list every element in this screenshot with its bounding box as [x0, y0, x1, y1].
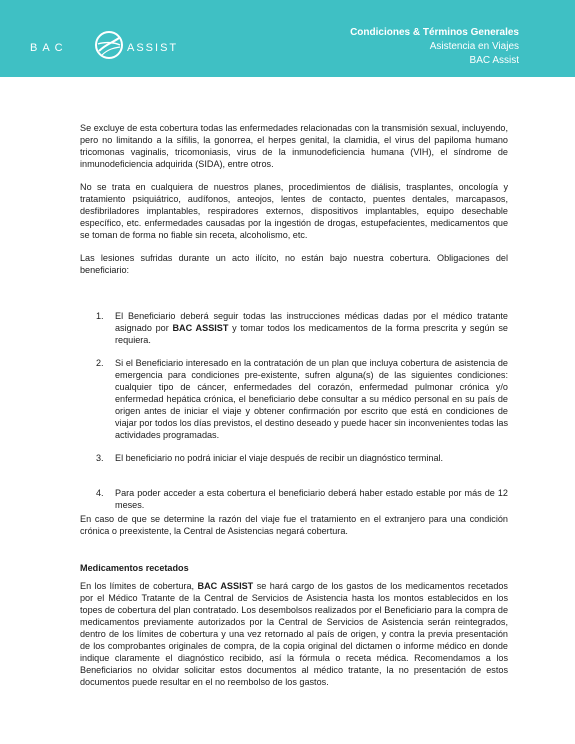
logo-text-bac: BAC [30, 42, 68, 54]
obligations-list [80, 310, 508, 511]
page-header [0, 0, 575, 77]
list-item: 4. Para poder acceder a esta cobertura el beneficiario deberá haber estado estable por más de 12 meses. [96, 488, 508, 510]
paragraph-exclusions-procedures: No se trata en cualquiera de nuestros planes, procedimientos de diálisis, trasplantes, oncología y tratamiento psiquiátrico, audífonos, anteojos, lentes de contacto, puentes dentales, marcapasos, desfibriladores implantables, respiradores externos, dispositivos implantables, equipo desechable específico, etc. enfermedades causadas por la ingestión de drogas, estupefacientes, medicamentos que se toman de forma no fiable sin receta, alcoholismo, etc. [80, 182, 508, 240]
section-heading-medicamentos: Medicamentos recetados [80, 563, 189, 573]
header-title: Condiciones & Términos Generales [350, 27, 519, 38]
list-item: 1. El Beneficiario deberá seguir todas las instrucciones médicas dadas por el médico tratante asignado por BAC ASSIST y tomar todos los medicamentos de la forma prescrita y según se requiera. [96, 311, 508, 345]
document-body [80, 122, 508, 688]
logo-text-assist: ASSIST [127, 42, 179, 54]
header-subtitle: Asistencia en Viajes [429, 41, 519, 52]
list-item: 2. Si el Beneficiario interesado en la contratación de un plan que incluya cobertura de asistencia de emergencia para condiciones pre-existente, sufren alguna(s) de las siguientes condiciones: cualquier tipo de cáncer, enfermedades del corazón, enfermedad pulmonar crónica y/o enfermedad hepática crónica, el beneficiario debe consultar a su médico personal en su país de origen antes de iniciar el viaje y obtener confirmación por escrito que está en condiciones de viajar por todos los días previstos, el destino deseado y puede hacer sin inconvenientes todas las actividades programadas. [96, 358, 508, 440]
header-brand: BAC Assist [469, 55, 519, 66]
paragraph-exclusions-sexual: Se excluye de esta cobertura todas las enfermedades relacionadas con la transmisión sexual, incluyendo, pero no limitando a la sífilis, la gonorrea, el herpes genital, la clamidia, el virus del papiloma humano tricomonas vaginalis, tricomoniasis, virus de la inmunodeficiencia humana (VIH), el síndrome de inmunodeficiencia adquirida (SIDA), entre otros. [80, 123, 508, 169]
list-item: 3. El beneficiario no podrá iniciar el viaje después de recibir un diagnóstico terminal. [96, 453, 444, 463]
paragraph-illicit-acts: Las lesiones sufridas durante un acto ilícito, no están bajo nuestra cobertura. Obligaciones del beneficiario: [80, 253, 508, 275]
paragraph-medicamentos: En los límites de cobertura, BAC ASSIST se hará cargo de los gastos de los medicamentos recetados por el Médico Tratante de la Central de Servicios de Asistencia hasta los montos establecidos en los topes de cobertura del plan contratado. Los desembolsos realizados por el Beneficiario para la compra de medicamentos previamente autorizados por la Central de Servicios de Asistencia serán reintegrados, dentro de los límites de cobertura y una vez retornado al país de origen, y contra la previa presentación de los comprobantes originales de compra, de la copia original del dictamen o informe médico en donde indique claramente el diagnóstico recibido, así la fórmula o receta médica. Recomendamos a los Beneficiarios no olvidar solicitar estos documentos al médico tratante, la no presentación de estos documentos puede resultar en el no reembolso de los gastos. [80, 581, 508, 687]
globe-icon [94, 30, 124, 60]
bac-assist-logo [30, 28, 190, 62]
paragraph-chronic-condition: En caso de que se determine la razón del viaje fue el tratamiento en el extranjero para una condición crónica o preexistente, la Central de Asistencias negará cobertura. [80, 514, 508, 536]
header-titles [350, 26, 519, 68]
